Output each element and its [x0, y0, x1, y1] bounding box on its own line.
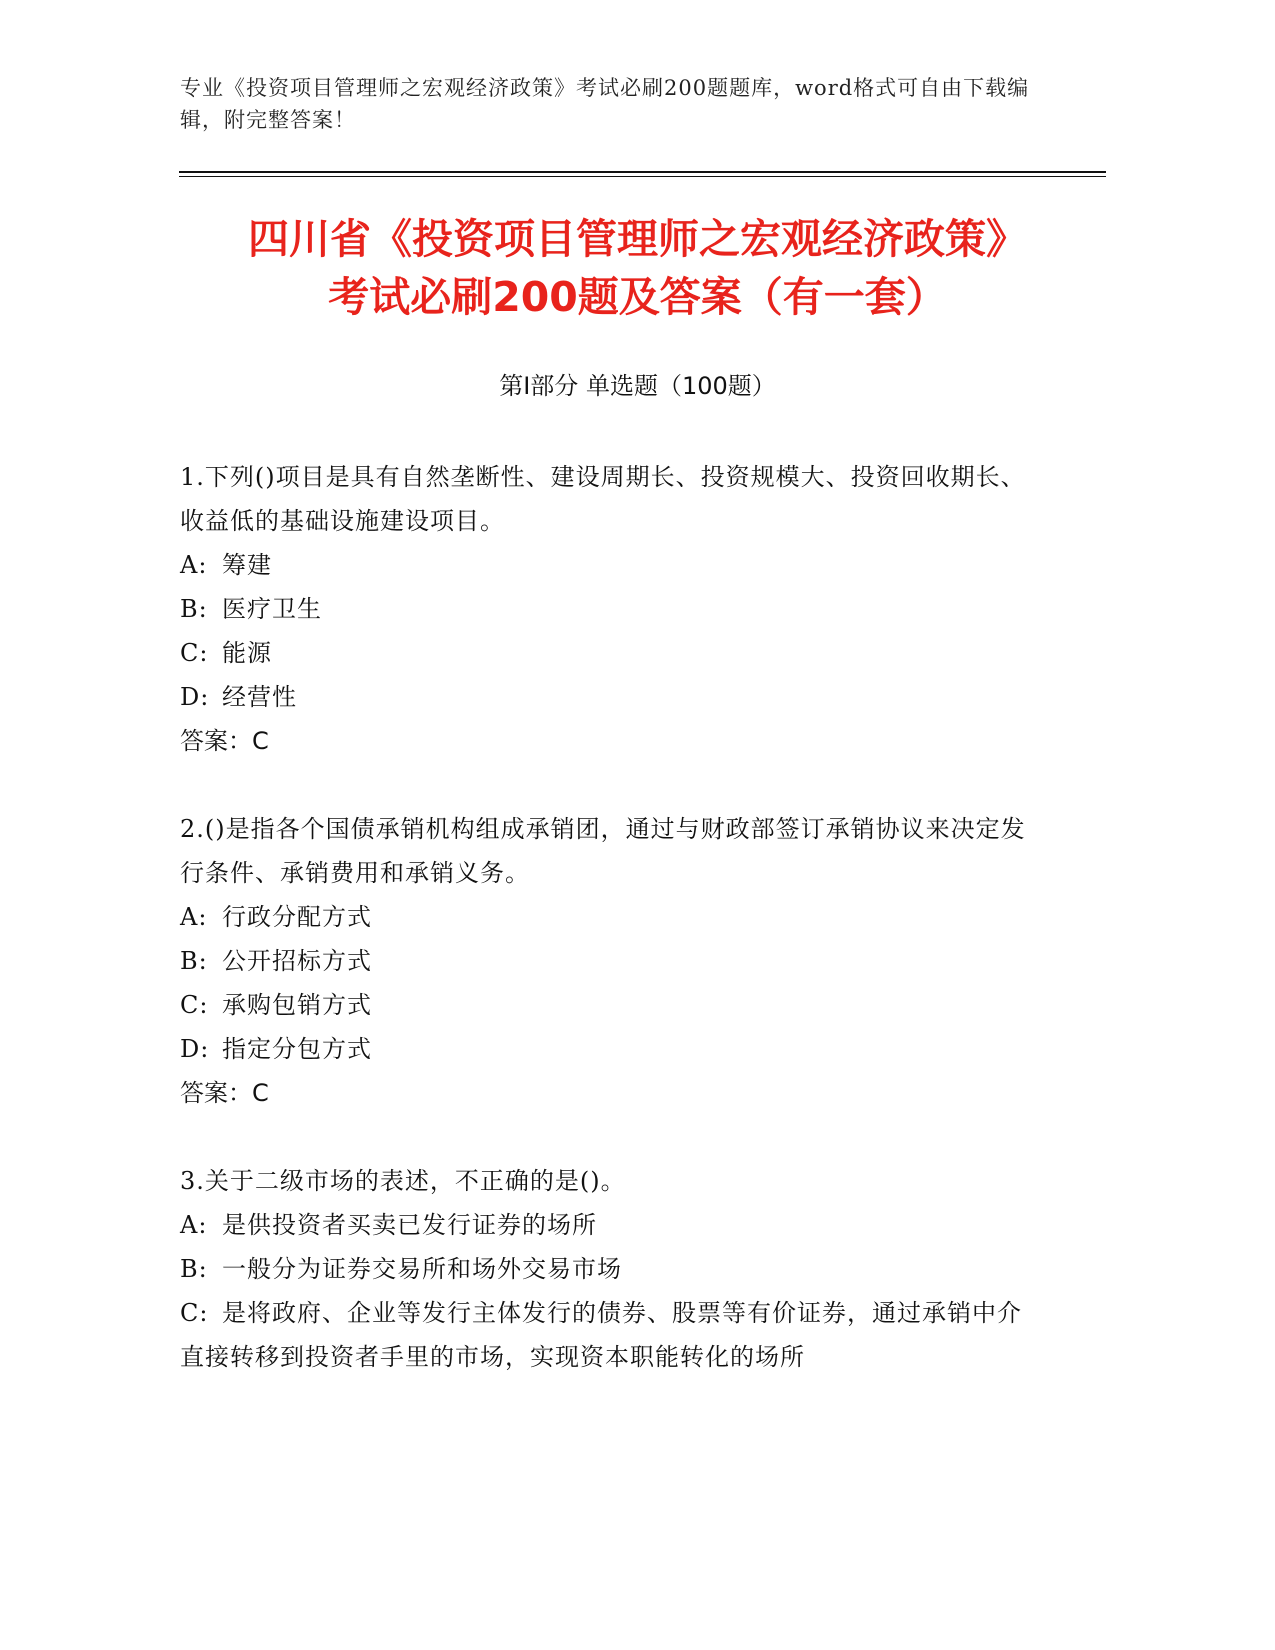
- document-title-line2: 考试必刷200题及答案（有一套）: [328, 273, 947, 321]
- option-letter: D:: [180, 1035, 210, 1063]
- document-title: [120, 210, 1155, 326]
- option-letter: C:: [180, 1299, 209, 1327]
- answer-line: 答案：C: [180, 727, 269, 755]
- option-a: [180, 543, 1040, 587]
- document-title-line1: 四川省《投资项目管理师之宏观经济政策》: [248, 215, 1027, 263]
- option-text: 公开招标方式: [222, 947, 372, 975]
- option-c: [180, 631, 1040, 675]
- option-text: 一般分为证券交易所和场外交易市场: [222, 1255, 622, 1283]
- option-d: [180, 675, 1040, 719]
- option-text: 行政分配方式: [222, 903, 372, 931]
- option-text: 筹建: [222, 551, 272, 579]
- option-letter: C:: [180, 639, 209, 667]
- option-text: 承购包销方式: [222, 991, 372, 1019]
- option-text: 能源: [222, 639, 272, 667]
- section-title: 第I部分 单选题（100题）: [499, 372, 776, 400]
- option-letter: C:: [180, 991, 209, 1019]
- question-3: [180, 1159, 1040, 1379]
- option-text: 是将政府、企业等发行主体发行的债券、股票等有价证券，通过承销中介直接转移到投资者手里的市场，实现资本职能转化的场所: [180, 1299, 1022, 1371]
- option-a: [180, 895, 1040, 939]
- option-d: [180, 1027, 1040, 1071]
- option-c: [180, 1291, 1040, 1379]
- option-text: 经营性: [222, 683, 297, 711]
- option-letter: A:: [180, 1211, 208, 1239]
- option-letter: B:: [180, 595, 208, 623]
- header-divider-thick: [179, 171, 1106, 173]
- option-text: 医疗卫生: [222, 595, 322, 623]
- option-b: [180, 587, 1040, 631]
- question-stem: 2.()是指各个国债承销机构组成承销团，通过与财政部签订承销协议来决定发行条件、承销费用和承销义务。: [180, 815, 1026, 887]
- option-text: 是供投资者买卖已发行证券的场所: [222, 1211, 597, 1239]
- option-letter: B:: [180, 947, 208, 975]
- question-stem: 1.下列()项目是具有自然垄断性、建设周期长、投资规模大、投资回收期长、收益低的基础设施建设项目。: [180, 463, 1026, 535]
- question-2: [180, 807, 1040, 1115]
- question-1: [180, 455, 1040, 763]
- header-note: 专业《投资项目管理师之宏观经济政策》考试必刷200题题库，word格式可自由下载编辑，附完整答案！: [180, 76, 1030, 132]
- option-letter: D:: [180, 683, 210, 711]
- header-divider-thin: [179, 176, 1106, 177]
- option-b: [180, 939, 1040, 983]
- question-list: [180, 455, 1040, 1423]
- option-letter: B:: [180, 1255, 208, 1283]
- option-letter: A:: [180, 551, 208, 579]
- option-a: [180, 1203, 1040, 1247]
- question-stem: 3.关于二级市场的表述，不正确的是()。: [180, 1167, 626, 1195]
- option-c: [180, 983, 1040, 1027]
- option-letter: A:: [180, 903, 208, 931]
- option-text: 指定分包方式: [222, 1035, 372, 1063]
- option-b: [180, 1247, 1040, 1291]
- answer-line: 答案：C: [180, 1079, 269, 1107]
